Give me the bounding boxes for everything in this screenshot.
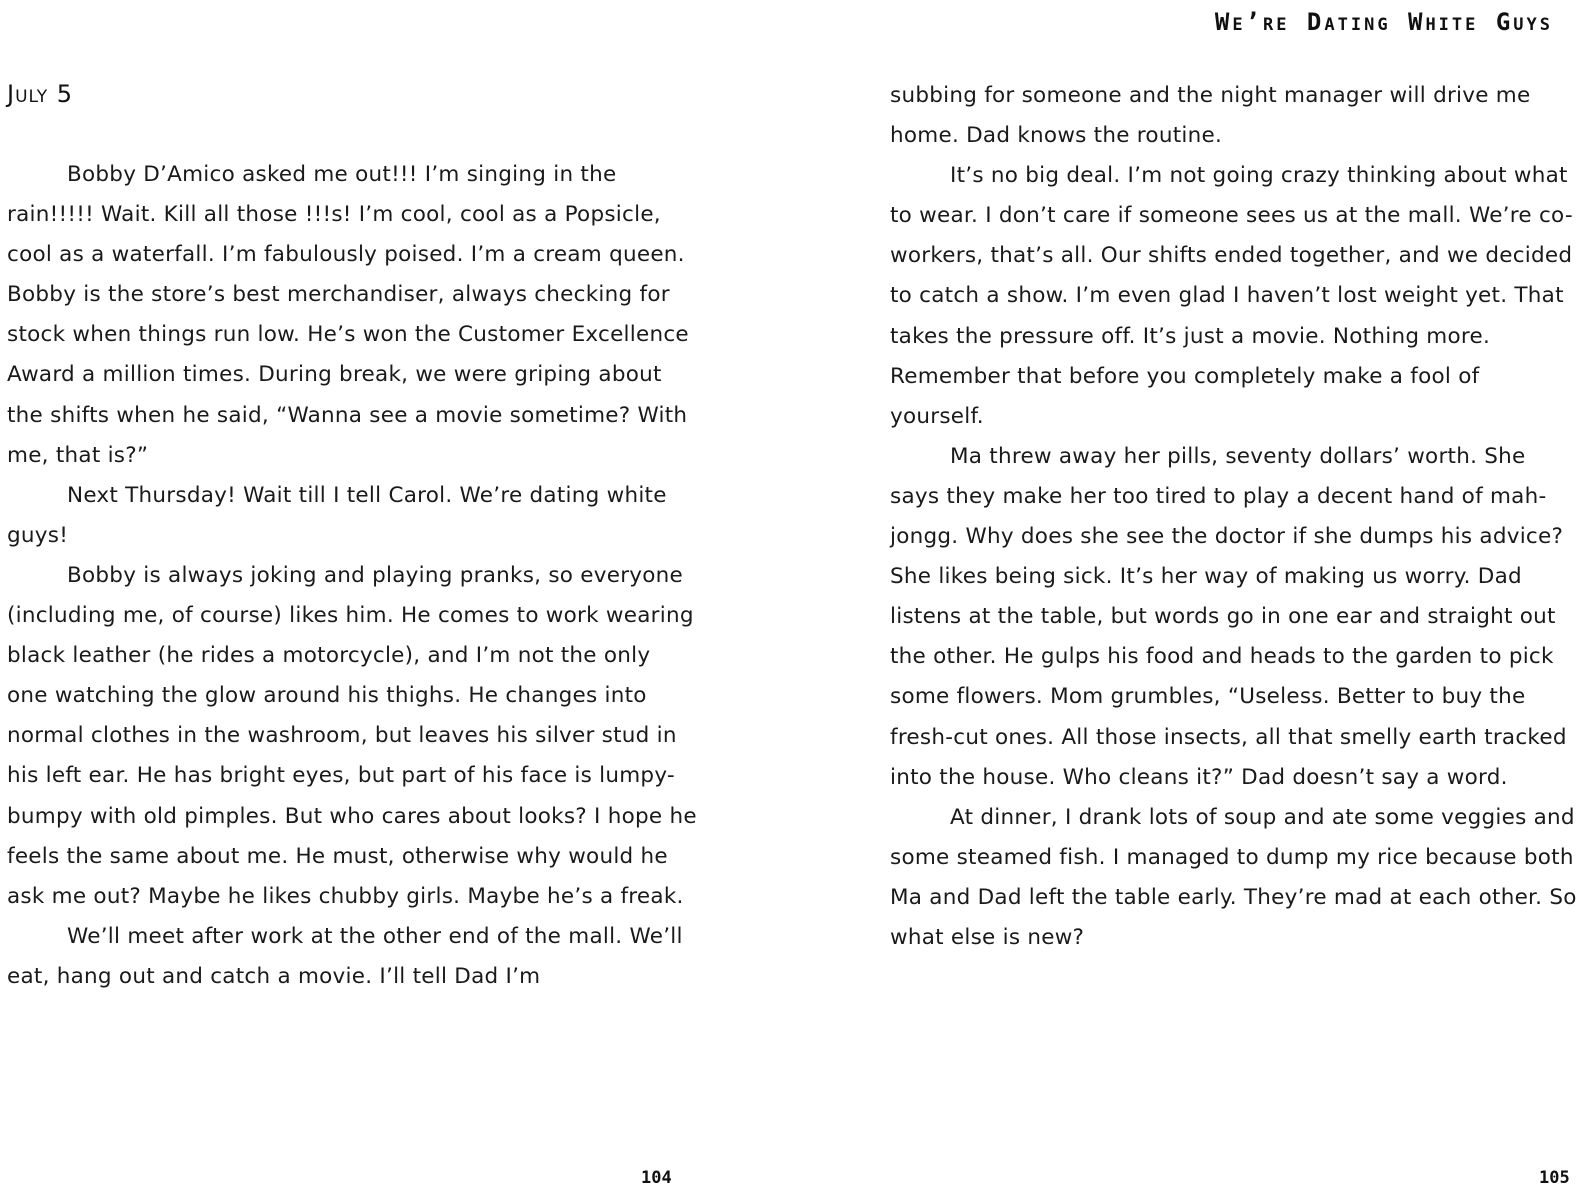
paragraph: Bobby is always joking and playing pranks, so everyone (including me, of course) likes him. He comes to work wearing black leather (he rides a motorcycle), and I’m not the only one watching the glow around his thighs. He changes into normal clothes in the washroom, but leaves his silver stud in his left ear. He has bright eyes, but part of his face is lumpy-bumpy with old pimples. But who cares about looks? I hope he feels the same about me. He must, otherwise why would he ask me out? Maybe he likes chubby girls. Maybe he’s a freak. xyxy=(7,562,697,909)
right-page-body xyxy=(890,76,1580,958)
paragraph: Next Thursday! Wait till I tell Carol. We’re dating white guys! xyxy=(7,482,667,548)
paragraph: We’ll meet after work at the other end of the mall. We’ll eat, hang out and catch a movie. I’ll tell Dad I’m xyxy=(7,923,683,989)
left-page-body xyxy=(7,155,697,997)
paragraph: Ma threw away her pills, seventy dollars’ worth. She says they make her too tired to play a decent hand of mah-jongg. Why does she see the doctor if she dumps his advice? She likes being sick. It’s her way of making us worry. Dad listens at the table, but words go in one ear and straight out the other. He gulps his food and heads to the garden to pick some flowers. Mom grumbles, “Useless. Better to buy the fresh-cut ones. All those insects, all that smelly earth tracked into the house. Who cleans it?” Dad doesn’t say a word. xyxy=(890,443,1567,790)
continued-paragraph: subbing for someone and the night manager will drive me home. Dad knows the routine. xyxy=(890,83,1531,149)
paragraph: Bobby D’Amico asked me out!!! I’m singing in the rain!!!!! Wait. Kill all those !!!s! I’m cool, cool as a Popsicle, cool as a waterfall. I’m fabulously poised. I’m a cream queen. Bobby is the store’s best merchandiser, always checking for stock when things run low. He’s won the Customer Excellence Award a million times. During break, we were griping about the shifts when he said, “Wanna see a movie sometime? With me, that is?” xyxy=(7,162,689,468)
right-page xyxy=(890,0,1580,1200)
page-number-left: 104 xyxy=(641,1168,672,1188)
entry-date: July 5 xyxy=(7,80,74,108)
paragraph: It’s no big deal. I’m not going crazy thinking about what to wear. I don’t care if someone sees us at the mall. We’re co-workers, that’s all. Our shifts ended together, and we decided to catch a show. I’m even glad I haven’t lost weight yet. That takes the pressure off. It’s just a movie. Nothing more. Remember that before you completely make a fool of yourself. xyxy=(890,163,1573,429)
page-number-right: 105 xyxy=(1539,1168,1570,1188)
left-page xyxy=(7,0,697,1200)
paragraph: At dinner, I drank lots of soup and ate some veggies and some steamed fish. I managed to dump my rice because both Ma and Dad left the table early. They’re mad at each other. So what else is new? xyxy=(890,804,1577,950)
running-header: We’re Dating White Guys xyxy=(1214,8,1553,36)
